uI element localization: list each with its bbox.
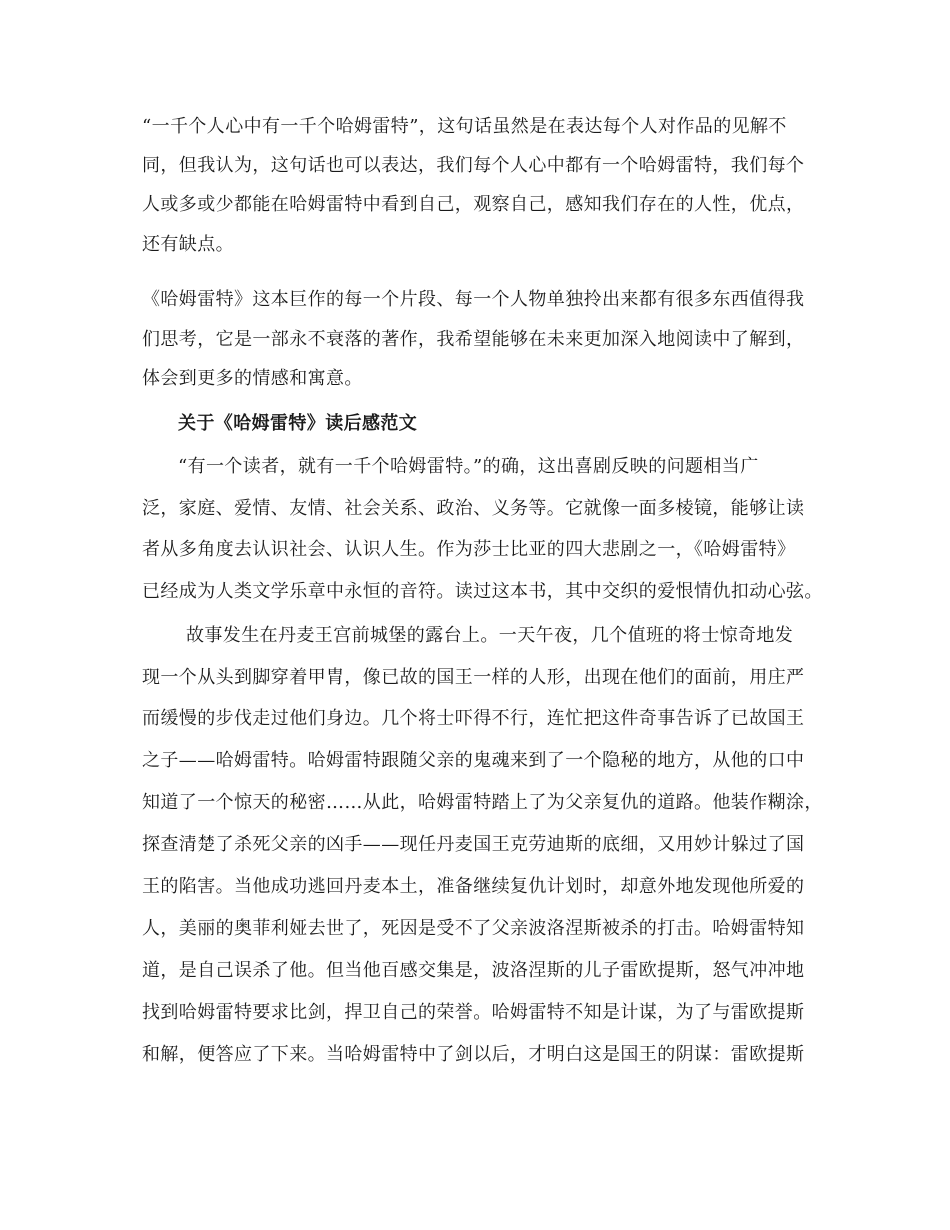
paragraph-1-line-3: 人或多或少都能在哈姆雷特中看到自己，观察自己，感知我们存在的人性，优点， [142, 194, 805, 215]
paragraph-4-line-7: 王的陷害。当他成功逃回丹麦本土，准备继续复仇计划时，却意外地发现他所爱的 [142, 876, 805, 897]
paragraph-4-line-8: 人，美丽的奥菲利娅去世了，死因是受不了父亲波洛涅斯被杀的打击。哈姆雷特知 [142, 918, 805, 939]
paragraph-1-line-4: 还有缺点。 [142, 234, 234, 255]
paragraph-4-line-3: 而缓慢的步伐走过他们身边。几个将士吓得不行，连忙把这件奇事告诉了已故国王 [142, 708, 805, 729]
paragraph-4-line-1: 故事发生在丹麦王宫前城堡的露台上。一天午夜，几个值班的将士惊奇地发 [186, 625, 794, 646]
paragraph-4-line-4: 之子——哈姆雷特。哈姆雷特跟随父亲的鬼魂来到了一个隐秘的地方，从他的口中 [142, 750, 805, 771]
paragraph-2-line-1: 《哈姆雷特》这本巨作的每一个片段、每一个人物单独拎出来都有很多东西值得我 [142, 289, 805, 310]
paragraph-3-line-2: 泛，家庭、爱情、友情、社会关系、政治、义务等。它就像一面多棱镜，能够让读 [142, 498, 805, 519]
paragraph-1-line-1: “一千个人心中有一千个哈姆雷特”，这句话虽然是在表达每个人对作品的见解不 [142, 116, 787, 137]
paragraph-4-line-11: 和解，便答应了下来。当哈姆雷特中了剑以后，才明白这是国王的阴谋：雷欧提斯 [142, 1044, 805, 1065]
section-heading: 关于《哈姆雷特》读后感范文 [178, 413, 418, 434]
paragraph-4-line-9: 道，是自己误杀了他。但当他百感交集是，波洛涅斯的儿子雷欧提斯，怒气冲冲地 [142, 960, 805, 981]
paragraph-2-line-3: 体会到更多的情感和寓意。 [142, 368, 363, 389]
paragraph-4-line-5: 知道了一个惊天的秘密……从此，哈姆雷特踏上了为父亲复仇的道路。他装作糊涂， [142, 792, 823, 813]
paragraph-4-line-10: 找到哈姆雷特要求比剑，捍卫自己的荣誉。哈姆雷特不知是计谋，为了与雷欧提斯 [142, 1002, 805, 1023]
paragraph-3-line-4: 已经成为人类文学乐章中永恒的音符。读过这本书，其中交织的爱恨情仇扣动心弦。 [142, 581, 823, 602]
paragraph-3-line-3: 者从多角度去认识社会、认识人生。作为莎士比亚的四大悲剧之一，《哈姆雷特》 [142, 539, 796, 560]
paragraph-4-line-6: 探查清楚了杀死父亲的凶手——现任丹麦国王克劳迪斯的底细，又用妙计躲过了国 [142, 834, 805, 855]
paragraph-4-line-2: 现一个从头到脚穿着甲胄，像已故的国王一样的人形，出现在他们的面前，用庄严 [142, 667, 805, 688]
paragraph-2-line-2: 们思考，它是一部永不衰落的著作，我希望能够在未来更加深入地阅读中了解到， [142, 329, 805, 350]
paragraph-3-line-1: “有一个读者，就有一千个哈姆雷特。”的确，这出喜剧反映的问题相当广 [178, 456, 759, 477]
paragraph-1-line-2: 同，但我认为，这句话也可以表达，我们每个人心中都有一个哈姆雷特，我们每个 [142, 155, 805, 176]
